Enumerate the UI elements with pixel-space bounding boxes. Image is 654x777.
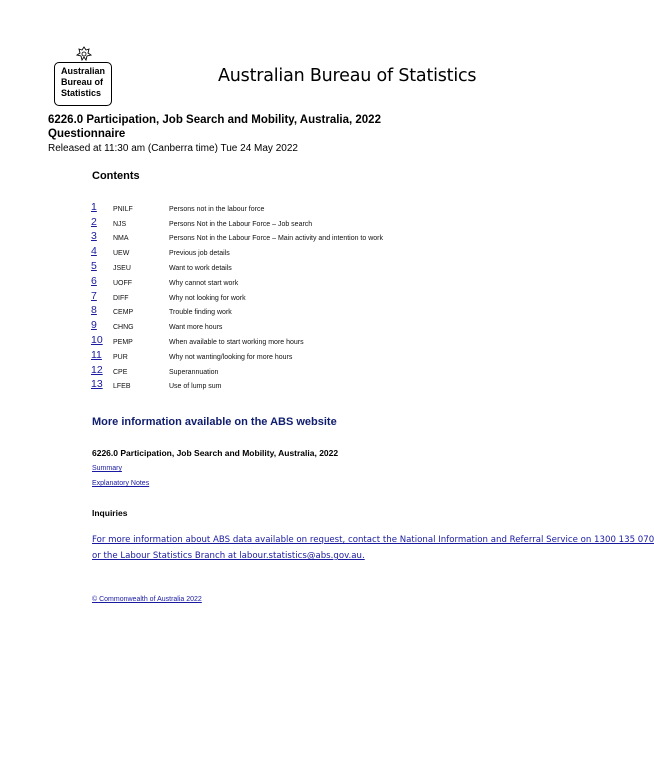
copyright-link[interactable]: © Commonwealth of Australia 2022 — [92, 596, 202, 603]
contents-item-description: Want more hours — [169, 324, 223, 332]
logo-line-3: Statistics — [61, 88, 102, 98]
contents-item-description: Trouble finding work — [169, 309, 232, 317]
document-title — [48, 113, 381, 141]
contents-row — [91, 331, 491, 346]
contents-item-description: When available to start working more hours — [169, 338, 304, 346]
contents-item-description: Persons not in the labour force — [169, 205, 265, 213]
contents-item-description: Want to work details — [169, 264, 232, 272]
document-title-line-2: Questionnaire — [48, 128, 126, 140]
contents-item-number-link[interactable]: 5 — [91, 259, 97, 272]
contents-item-number-link[interactable]: 4 — [91, 245, 97, 258]
inquiries-line-1[interactable]: For more information about ABS data available on request, contact the National Information and Referral Service on 1300 135 070 — [92, 535, 654, 545]
contents-row — [91, 272, 491, 287]
contents-item-description: Why not wanting/looking for more hours — [169, 353, 293, 361]
contents-row — [91, 316, 491, 331]
summary-link[interactable]: Summary — [92, 465, 122, 472]
contents-item-number-link[interactable]: 6 — [91, 274, 97, 287]
logo-wordmark — [54, 62, 112, 106]
contents-row — [91, 361, 491, 376]
contents-item-code: JSEU — [113, 264, 131, 272]
contents-row — [91, 302, 491, 317]
contents-item-number-link[interactable]: 10 — [91, 333, 103, 346]
logo-line-2: Bureau of — [61, 77, 104, 87]
contents-row — [91, 198, 491, 213]
publication-subtitle: 6226.0 Participation, Job Search and Mobility, Australia, 2022 — [92, 448, 339, 458]
contents-item-description: Superannuation — [169, 368, 219, 376]
contents-row — [91, 287, 491, 302]
contents-item-description: Why cannot start work — [169, 279, 239, 287]
contents-row — [91, 376, 491, 391]
contents-row — [91, 213, 491, 228]
contents-item-number-link[interactable]: 2 — [91, 215, 97, 228]
contents-row — [91, 228, 491, 243]
contents-item-description: Persons Not in the Labour Force – Main activity and intention to work — [169, 235, 383, 243]
contents-row — [91, 346, 491, 361]
contents-row — [91, 257, 491, 272]
contents-item-code: PNILF — [113, 205, 133, 213]
contents-item-code: PEMP — [113, 338, 133, 346]
contents-item-number-link[interactable]: 9 — [91, 319, 97, 332]
contents-item-number-link[interactable]: 11 — [91, 348, 102, 361]
contents-item-code: UEW — [113, 250, 130, 258]
inquiries-line-2[interactable]: or the Labour Statistics Branch at labour.statistics@abs.gov.au. — [92, 551, 365, 561]
contents-item-code: UOFF — [113, 279, 133, 287]
inquiries-text — [92, 532, 654, 564]
contents-item-description: Previous job details — [169, 250, 230, 258]
release-info: Released at 11:30 am (Canberra time) Tue 24 May 2022 — [48, 143, 298, 154]
contents-item-code: PUR — [113, 353, 128, 361]
more-info-heading: More information available on the ABS website — [92, 416, 337, 428]
contents-item-number-link[interactable]: 8 — [91, 304, 97, 317]
contents-heading: Contents — [92, 170, 140, 182]
contents-item-number-link[interactable]: 3 — [91, 230, 97, 243]
contents-item-number-link[interactable]: 1 — [91, 200, 97, 213]
contents-item-code: DIFF — [113, 294, 129, 302]
coat-of-arms-icon — [74, 46, 94, 62]
contents-item-code: NJS — [113, 220, 127, 228]
contents-row — [91, 242, 491, 257]
contents-item-description: Why not looking for work — [169, 294, 246, 302]
logo-line-1: Australian — [61, 66, 106, 76]
contents-item-number-link[interactable]: 7 — [91, 289, 97, 302]
contents-item-code: NMA — [113, 235, 129, 243]
contents-item-code: CEMP — [113, 309, 134, 317]
contents-item-code: CPE — [113, 368, 128, 376]
explanatory-notes-link[interactable]: Explanatory Notes — [92, 480, 150, 487]
inquiries-heading: Inquiries — [92, 508, 128, 518]
contents-item-number-link[interactable]: 12 — [91, 363, 103, 376]
abs-logo — [52, 46, 116, 106]
contents-item-description: Persons Not in the Labour Force – Job search — [169, 220, 313, 228]
contents-item-code: LFEB — [113, 383, 131, 391]
contents-item-code: CHNG — [113, 324, 134, 332]
contents-list — [91, 198, 491, 390]
banner-title: Australian Bureau of Statistics — [218, 66, 477, 86]
abs-banner — [46, 44, 477, 110]
document-title-line-1: 6226.0 Participation, Job Search and Mobility, Australia, 2022 — [48, 114, 381, 126]
contents-item-number-link[interactable]: 13 — [91, 378, 103, 391]
contents-item-description: Use of lump sum — [169, 383, 222, 391]
